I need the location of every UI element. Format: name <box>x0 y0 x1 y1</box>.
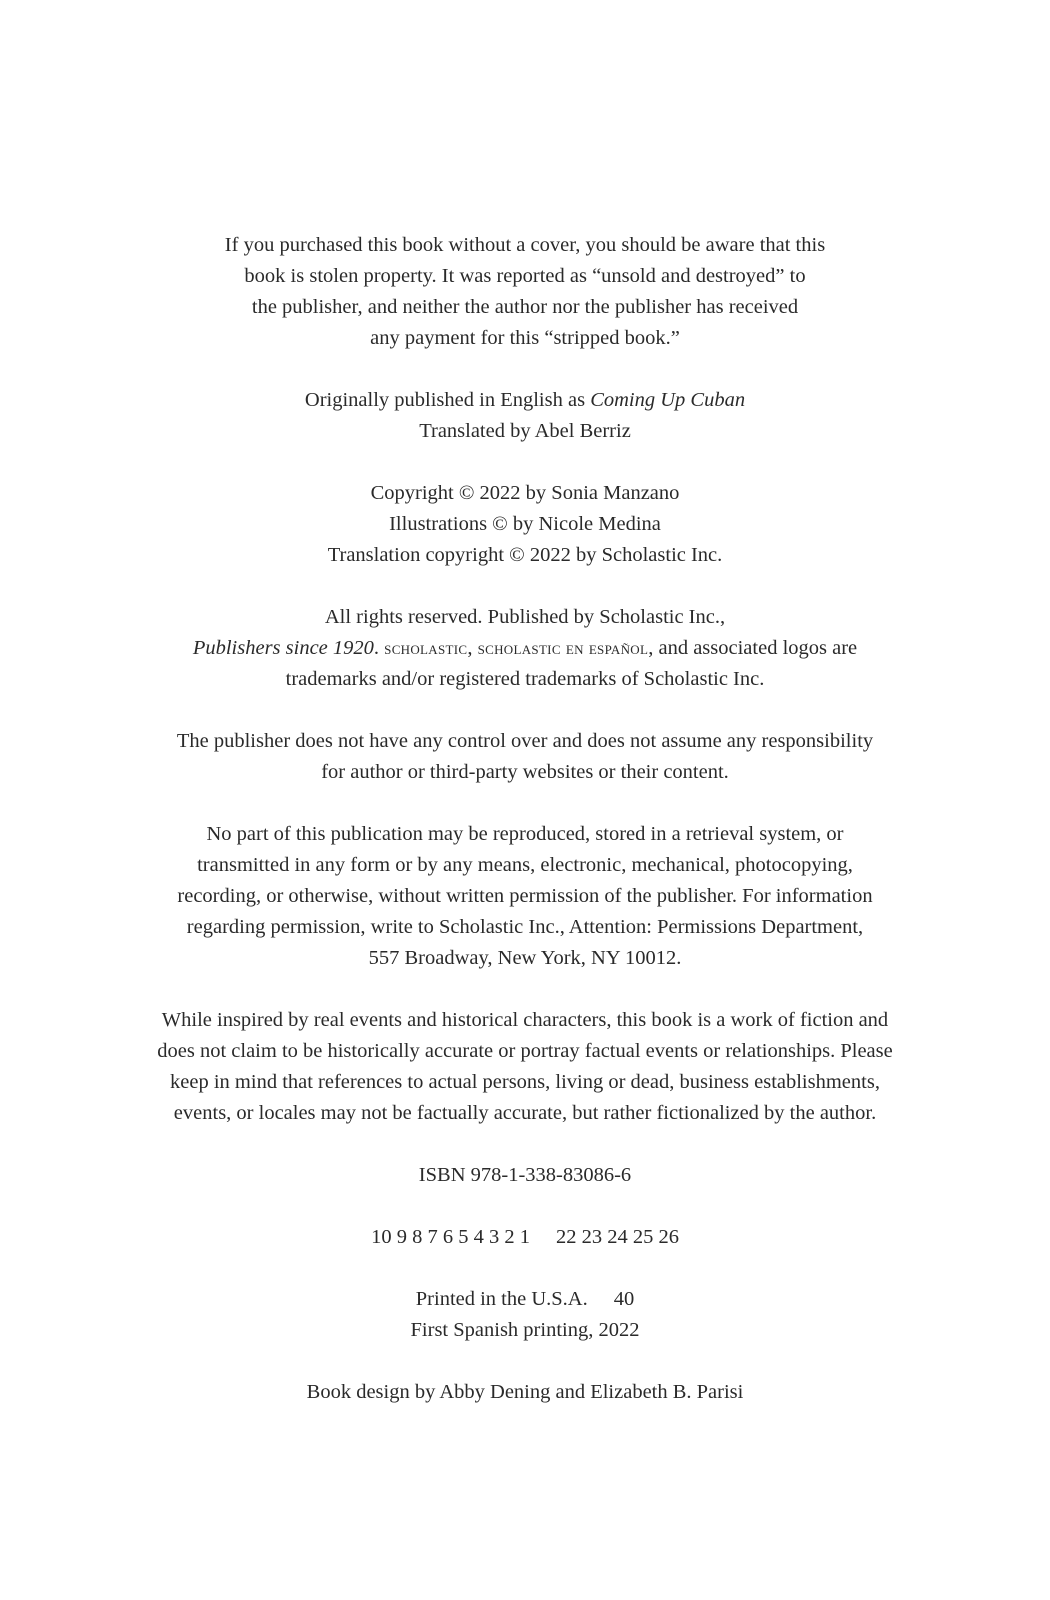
fiction-line: events, or locales may not be factually accurate, but rather fictionalized by the author. <box>173 1102 877 1124</box>
disclaimer-line: for author or third-party websites or their content. <box>321 761 729 783</box>
design-credit: Book design by Abby Dening and Elizabeth B. Parisi <box>306 1381 744 1403</box>
rights-line: trademarks and/or registered trademarks of Scholastic Inc. <box>285 668 765 690</box>
fiction-line: does not claim to be historically accurate or portray factual events or relationships. Please <box>157 1040 893 1062</box>
rights-block <box>0 602 1050 695</box>
rights-line: All rights reserved. Published by Scholastic Inc., <box>324 606 726 628</box>
reproduction-line: No part of this publication may be reproduced, stored in a retrieval system, or <box>206 823 844 845</box>
notice-line: book is stolen property. It was reported as “unsold and destroyed” to <box>244 265 806 287</box>
original-title: Coming Up Cuban <box>590 389 746 411</box>
isbn: ISBN 978-1-338-83086-6 <box>418 1164 632 1186</box>
printed-country-line <box>0 1284 1050 1315</box>
reproduction-notice <box>0 819 1050 974</box>
copyright-line: Translation copyright © 2022 by Scholastic Inc. <box>327 544 723 566</box>
copyright-block <box>0 478 1050 571</box>
notice-line: If you purchased this book without a cover, you should be aware that this <box>224 234 826 256</box>
rights-trademark-line <box>0 633 1050 664</box>
trademark-scholastic-en-espanol: scholastic en español <box>477 638 649 659</box>
printing-numbers-line <box>0 1222 1050 1253</box>
trademark-scholastic: scholastic <box>384 638 468 659</box>
copyright-line: Copyright © 2022 by Sonia Manzano <box>370 482 680 504</box>
printer-code: 40 <box>613 1288 635 1310</box>
original-prefix: Originally published in English as <box>304 389 591 411</box>
websites-disclaimer <box>0 726 1050 788</box>
fiction-line: While inspired by real events and historical characters, this book is a work of fiction and <box>161 1009 889 1031</box>
copyright-page <box>0 230 1050 1408</box>
notice-line: any payment for this “stripped book.” <box>370 327 680 349</box>
punctuation: , <box>467 637 478 659</box>
fiction-line: keep in mind that references to actual persons, living or dead, business establishments, <box>170 1071 880 1093</box>
printing-line <box>0 1222 1050 1253</box>
design-credit-block <box>0 1377 1050 1408</box>
stripped-book-notice <box>0 230 1050 354</box>
reproduction-line: regarding permission, write to Scholastic Inc., Attention: Permissions Department, <box>186 916 864 938</box>
fiction-disclaimer <box>0 1005 1050 1129</box>
printed-country: Printed in the U.S.A. <box>415 1288 588 1310</box>
original-title-line <box>0 385 1050 416</box>
reproduction-line: 557 Broadway, New York, NY 10012. <box>368 947 682 969</box>
punctuation: . <box>373 637 385 659</box>
printing-numbers: 10 9 8 7 6 5 4 3 2 1 <box>371 1226 530 1248</box>
printed-block <box>0 1284 1050 1346</box>
printing-years: 22 23 24 25 26 <box>555 1226 679 1248</box>
copyright-line: Illustrations © by Nicole Medina <box>389 513 661 535</box>
translator-credit: Translated by Abel Berriz <box>419 420 631 442</box>
isbn-block <box>0 1160 1050 1191</box>
notice-line: the publisher, and neither the author nor the publisher has received <box>251 296 799 318</box>
original-publication <box>0 385 1050 447</box>
disclaimer-line: The publisher does not have any control over and does not assume any responsibility <box>176 730 874 752</box>
reproduction-line: recording, or otherwise, without written permission of the publisher. For information <box>177 885 873 907</box>
first-printing: First Spanish printing, 2022 <box>410 1319 640 1341</box>
reproduction-line: transmitted in any form or by any means, electronic, mechanical, photocopying, <box>197 854 853 876</box>
rights-line-end: , and associated logos are <box>648 637 858 659</box>
publishers-since: Publishers since 1920 <box>192 637 374 659</box>
